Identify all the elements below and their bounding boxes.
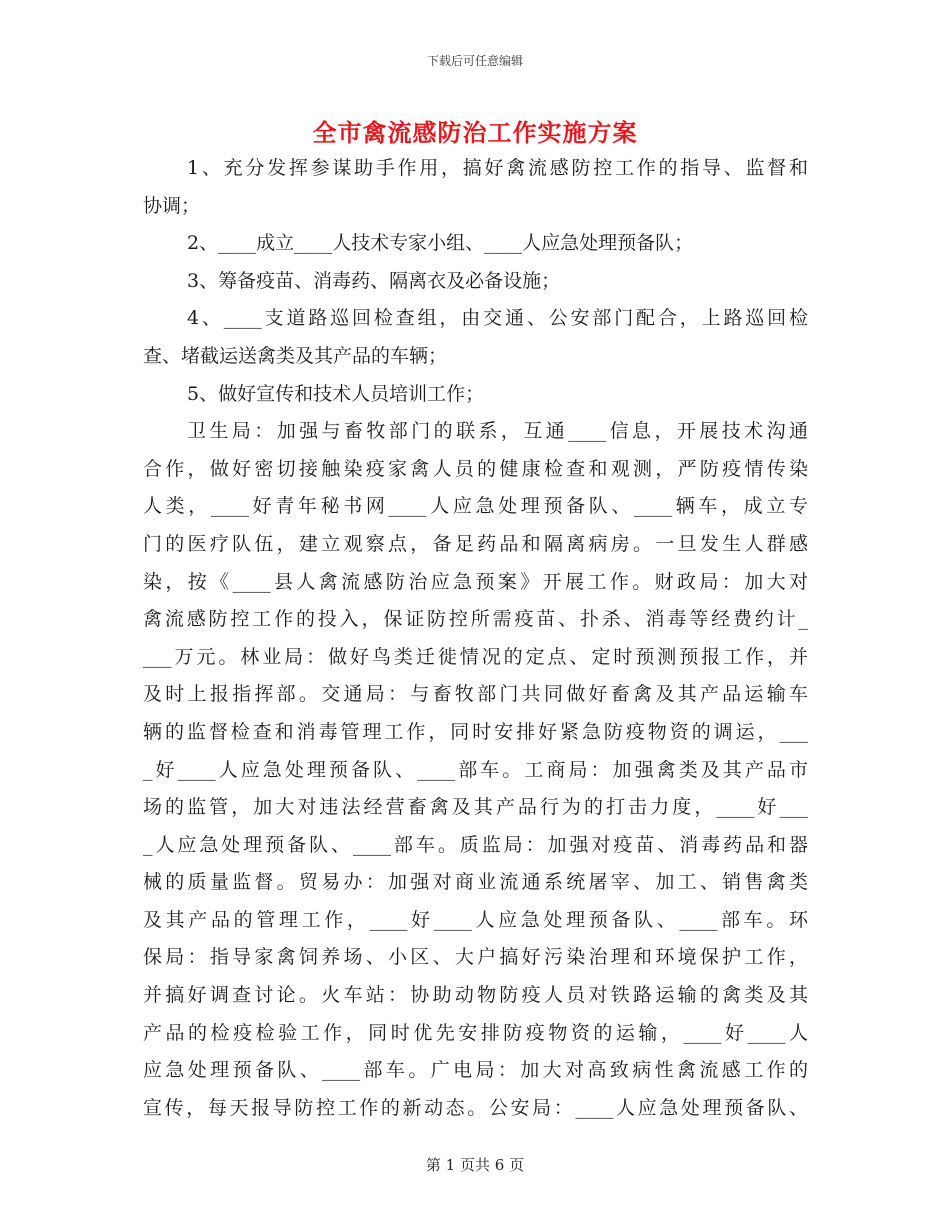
body-line: 产品的检疫检验工作，同时优先安排防疫物资的运输，____好____人 [143,1021,808,1044]
body-line: 宣传，每天报导防控工作的新动态。公安局：____人应急处理预备队、 [143,1096,808,1119]
page-header: 下载后可任意编辑 [426,54,523,68]
body-line: 合作，做好密切接触染疫家禽人员的健康检查和观测，严防疫情传染 [143,457,808,480]
body-line: 应急处理预备队、____部车。广电局：加大对高致病性禽流感工作的 [143,1059,808,1082]
body-line: 5、做好宣传和技术人员培训工作； [187,382,485,405]
page-footer: 第 1 页共 6 页 [425,1156,525,1174]
body-line: 3、筹备疫苗、消毒药、隔离衣及必备设施； [187,269,561,292]
body-line: 及其产品的管理工作，____好____人应急处理预备队、____部车。环 [143,908,808,931]
body-line: 1、充分发挥参谋助手作用，搞好禽流感防控工作的指导、监督和 [187,157,808,179]
body-line: 辆的监督检查和消毒管理工作，同时安排好紧急防疫物资的调运，___ [143,720,808,743]
body-line: 门的医疗队伍，建立观察点，备足药品和隔离病房。一旦发生人群感 [143,532,808,555]
body-line: 械的质量监督。贸易办：加强对商业流通系统屠宰、加工、销售禽类 [143,871,808,894]
body-line: 2、____成立____人技术专家小组、____人应急处理预备队； [187,232,694,255]
body-line: _好____人应急处理预备队、____部车。工商局：加强禽类及其产品市 [143,758,808,781]
body-line: 场的监管，加大对违法经营畜禽及其产品行为的打击力度，____好___ [143,796,808,819]
body-line: 禽流感防控工作的投入，保证防控所需疫苗、扑杀、消毒等经费约计_ [143,608,808,631]
body-line: 并搞好调查讨论。火车站：协助动物防疫人员对铁路运输的禽类及其 [143,984,808,1007]
body-line: 及时上报指挥部。交通局：与畜牧部门共同做好畜禽及其产品运输车 [143,683,808,706]
body-line: 协调； [143,194,201,217]
body-line: 人类，____好青年秘书网____人应急处理预备队、____辆车，成立专 [143,495,808,518]
body-line: _人应急处理预备队、____部车。质监局：加强对疫苗、消毒药品和器 [143,833,808,856]
document-title: 全市禽流感防治工作实施方案 [312,118,638,147]
body-line: ___万元。林业局：做好鸟类迁徙情况的定点、定时预测预报工作，并 [143,645,808,668]
body-line: 4、____支道路巡回检查组，由交通、公安部门配合，上路巡回检 [187,307,808,330]
body-line: 染，按《____县人禽流感防治应急预案》开展工作。财政局：加大对 [143,570,808,593]
body-line: 卫生局：加强与畜牧部门的联系，互通____信息，开展技术沟通 [187,420,808,443]
body-line: 查、堵截运送禽类及其产品的车辆； [143,344,448,367]
body-line: 保局：指导家禽饲养场、小区、大户搞好污染治理和环境保护工作， [143,946,808,969]
document-body [143,150,808,1127]
